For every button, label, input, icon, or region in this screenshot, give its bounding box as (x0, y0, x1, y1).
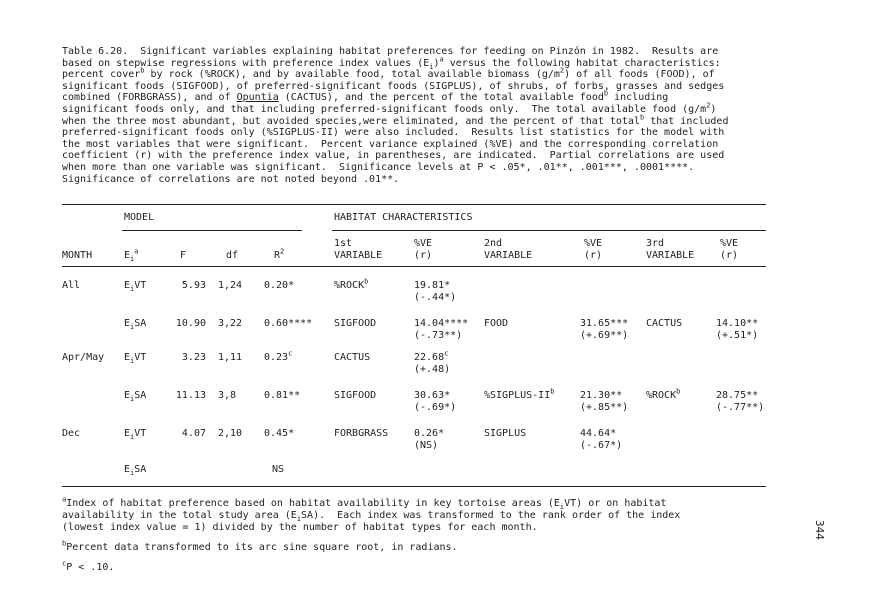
header-model: MODEL (124, 212, 155, 223)
row-4-month: Dec (62, 428, 81, 439)
row-3-ve3: 28.75** (-.77**) (716, 390, 765, 413)
row-4-var2: SIGPLUS (484, 428, 527, 439)
row-1-var3: CACTUS (646, 318, 683, 329)
table-top-rule (62, 204, 766, 205)
row-0-ve1: 19.81* (-.44*) (414, 280, 457, 303)
row-1-ve3: 14.10** (+.51*) (716, 318, 759, 341)
footnote-a: $^a$Index of habitat preference based on habitat availability in key tortoise areas $(E_iVT)$ or on habitat availability in the total study area $(E_iSA)$. Each index was transformed to the rank order of the index (lowest index value = 1) divided by the number of habitat types for each month. (62, 495, 681, 533)
header-ve-3: %VE (r) (720, 238, 739, 261)
row-4-df: 2,10 (218, 428, 243, 439)
header-ve-1: %VE (r) (414, 238, 433, 261)
row-0-df: 1,24 (218, 280, 243, 291)
row-2-f: 3.23 (181, 352, 206, 363)
model-header-rule (122, 230, 302, 231)
table-bottom-rule (62, 486, 766, 487)
row-2-ve1: 22.68$^c$ (+.48) (414, 349, 451, 375)
row-3-r2: 0.81** (264, 390, 301, 401)
row-1-r2: 0.60**** (264, 318, 313, 329)
row-3-f: 11.13 (175, 390, 206, 401)
row-5-index: $E_iSA$ (124, 464, 147, 477)
row-3-ve2: 21.30** (+.85**) (580, 390, 629, 413)
row-0-month: All (62, 280, 81, 291)
header-f: F (180, 250, 187, 261)
header-month: MONTH (62, 250, 93, 261)
row-1-df: 3,22 (218, 318, 243, 329)
row-4-ve1: 0.26* (NS) (414, 428, 445, 451)
header-ve-2: %VE (r) (584, 238, 603, 261)
header-r-squared: $R^2$ (274, 247, 285, 261)
row-3-df: 3,8 (218, 390, 237, 401)
row-3-var3: %ROCK$^b$ (646, 387, 681, 401)
header-first-variable: 1st VARIABLE (334, 238, 383, 261)
table-caption: Table 6.20. Significant variables explaining habitat preferences for feeding on Pinzón in 1982. Results are based on stepwise regressions with preference index values $(E_i)^a$ versus the following habitat characteristics: percent cover$^b$ by rock (%ROCK), and by available food, total available biomass $(g/m^2)$ of all foods (FOOD), of significant foods (SIGFOOD), of preferred-significant foods (SIGPLUS), of shrubs, of forbs, grasses and sedges combined (FORBGRASS), and of Opuntia (CACTUS), and the percent of the total available food$^b$ including significant foods only, and that including preferred-significant foods only. The total available food $(g/m^2)$ when the three most abundant, but avoided species,were eliminated, and the percent of that total$^b$ that included preferred-significant foods only (%SIGPLUS-II) were also included. Results list statistics for the model with the most variables that were significant. Percent variance explained (%VE) and the corresponding correlation coefficient (r) with the preference index value, in parentheses, are indicated. Partial correlations are used when more than one variable was significant. Significance levels at P < .05*, .01**, .001***, .0001****. Significance of correlations are not noted beyond .01**. (62, 46, 729, 185)
header-third-variable: 3rd VARIABLE (646, 238, 695, 261)
row-3-var1: SIGFOOD (334, 390, 377, 401)
row-1-index: $E_iSA$ (124, 318, 147, 331)
row-5-r2: NS (272, 464, 285, 475)
row-2-df: 1,11 (218, 352, 243, 363)
footnote-b: $^b$Percent data transformed to its arc sine square root, in radians. (62, 539, 458, 553)
row-0-index: $E_iVT$ (124, 280, 147, 293)
header-second-variable: 2nd VARIABLE (484, 238, 533, 261)
row-2-index: $E_iVT$ (124, 352, 147, 365)
row-1-ve1: 14.04**** (-.73**) (414, 318, 469, 341)
row-2-month: Apr/May (62, 352, 105, 363)
row-4-ve2: 44.64* (-.67*) (580, 428, 623, 451)
table-header-bottom-rule (62, 266, 766, 267)
row-3-ve1: 30.63* (-.69*) (414, 390, 457, 413)
header-ei: $E_i^a$ (124, 247, 139, 263)
row-2-var1: CACTUS (334, 352, 371, 363)
row-2-r2: 0.23$^c$ (264, 349, 293, 363)
row-3-var2: $\%SIGPLUS-II^b$ (484, 387, 555, 401)
header-habitat-characteristics: HABITAT CHARACTERISTICS (334, 212, 473, 223)
header-df: df (226, 250, 239, 261)
row-0-var1: %ROCK$^b$ (334, 277, 369, 291)
row-0-r2: 0.20* (264, 280, 295, 291)
row-1-var2: FOOD (484, 318, 509, 329)
habitat-header-rule (332, 230, 766, 231)
row-0-f: 5.93 (181, 280, 206, 291)
row-4-r2: 0.45* (264, 428, 295, 439)
row-3-index: $E_iSA$ (124, 390, 147, 403)
footnote-c: $^c$P < .10. (62, 559, 115, 573)
row-4-f: 4.07 (181, 428, 206, 439)
page-number: 344 (813, 520, 826, 540)
row-4-index: $E_iVT$ (124, 428, 147, 441)
row-1-var1: SIGFOOD (334, 318, 377, 329)
row-1-f: 10.90 (175, 318, 206, 329)
row-1-ve2: 31.65*** (+.69**) (580, 318, 629, 341)
row-4-var1: FORBGRASS (334, 428, 389, 439)
